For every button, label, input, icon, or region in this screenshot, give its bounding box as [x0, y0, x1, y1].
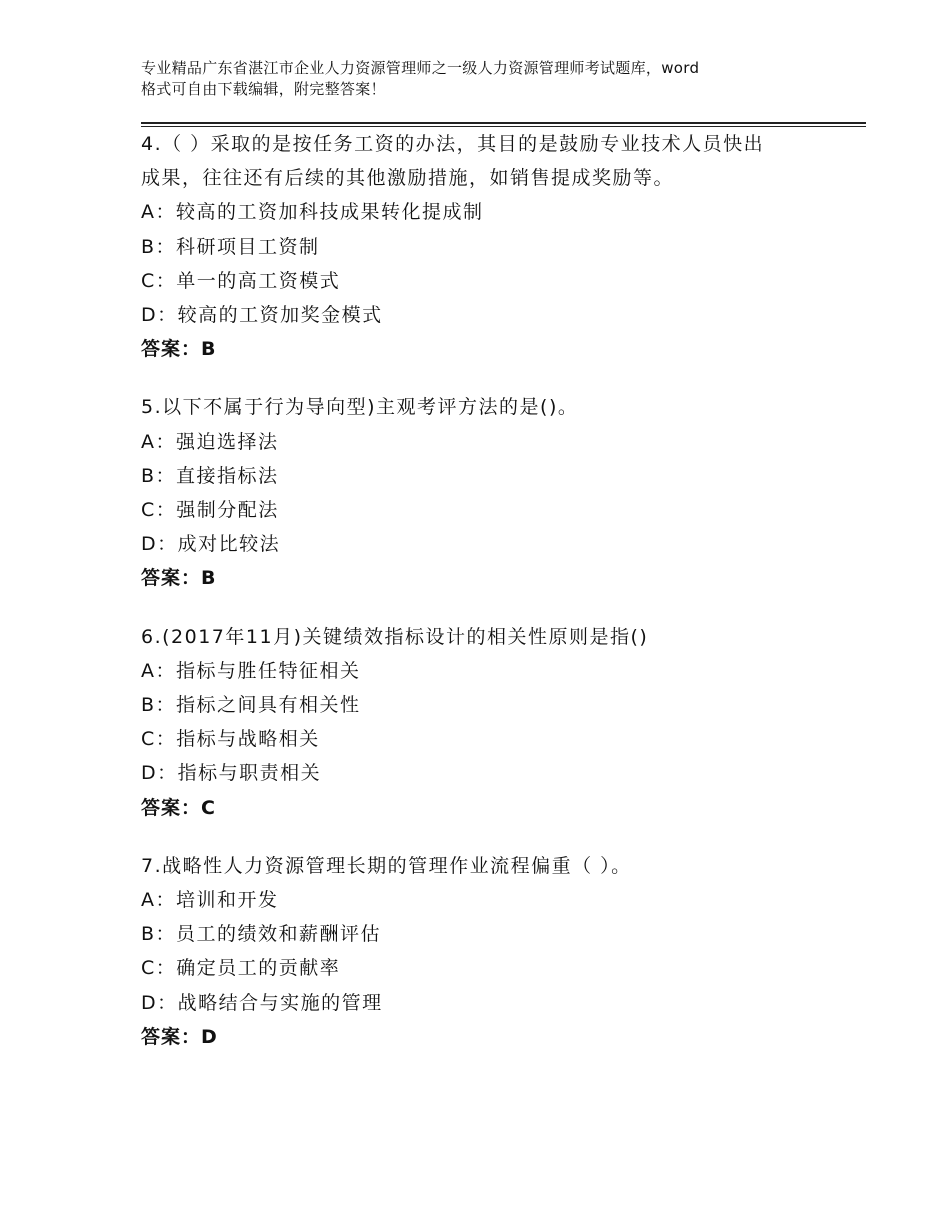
question-7: [141, 849, 841, 1054]
option-c: C：单一的高工资模式: [141, 269, 341, 292]
question-6: [141, 620, 841, 825]
question-stem-line: 6.(2017年11月)关键绩效指标设计的相关性原则是指(): [141, 625, 649, 648]
question-stem-line: 5.以下不属于行为导向型)主观考评方法的是()。: [141, 396, 579, 419]
answer-label: 答案：B: [141, 338, 217, 361]
option-d: D：成对比较法: [141, 533, 281, 556]
header-line-1: 专业精品广东省湛江市企业人力资源管理师之一级人力资源管理师考试题库，word: [141, 59, 700, 77]
option-b: B：员工的绩效和薪酬评估: [141, 923, 382, 946]
option-a: A：培训和开发: [141, 889, 279, 912]
answer-label: 答案：D: [141, 1025, 218, 1048]
answer-label: 答案：B: [141, 567, 217, 590]
option-a: A：指标与胜任特征相关: [141, 659, 361, 682]
question-stem-line: 成果，往往还有后续的其他激励措施，如销售提成奖励等。: [141, 167, 675, 190]
option-a: A：强迫选择法: [141, 430, 279, 453]
question-stem-line: 4.（ ）采取的是按任务工资的办法，其目的是鼓励专业技术人员快出: [141, 133, 765, 155]
header-divider-thick: [141, 122, 866, 124]
document-header: [141, 58, 831, 100]
question-stem-line: 7.战略性人力资源管理长期的管理作业流程偏重（ ）。: [141, 854, 632, 877]
option-b: B：指标之间具有相关性: [141, 694, 361, 717]
answer-label: 答案：C: [141, 796, 216, 819]
option-b: B：科研项目工资制: [141, 235, 320, 258]
option-d: D：较高的工资加奖金模式: [141, 304, 383, 327]
option-c: C：指标与战略相关: [141, 728, 320, 751]
option-d: D：指标与职责相关: [141, 762, 322, 785]
question-5: [141, 390, 841, 595]
question-list: [141, 127, 841, 1078]
option-c: C：强制分配法: [141, 499, 279, 522]
option-b: B：直接指标法: [141, 464, 279, 487]
option-c: C：确定员工的贡献率: [141, 957, 341, 980]
option-a: A：较高的工资加科技成果转化提成制: [141, 201, 484, 224]
option-d: D：战略结合与实施的管理: [141, 991, 383, 1014]
question-4: [141, 127, 841, 366]
header-line-2: 格式可自由下载编辑，附完整答案！: [141, 80, 386, 98]
